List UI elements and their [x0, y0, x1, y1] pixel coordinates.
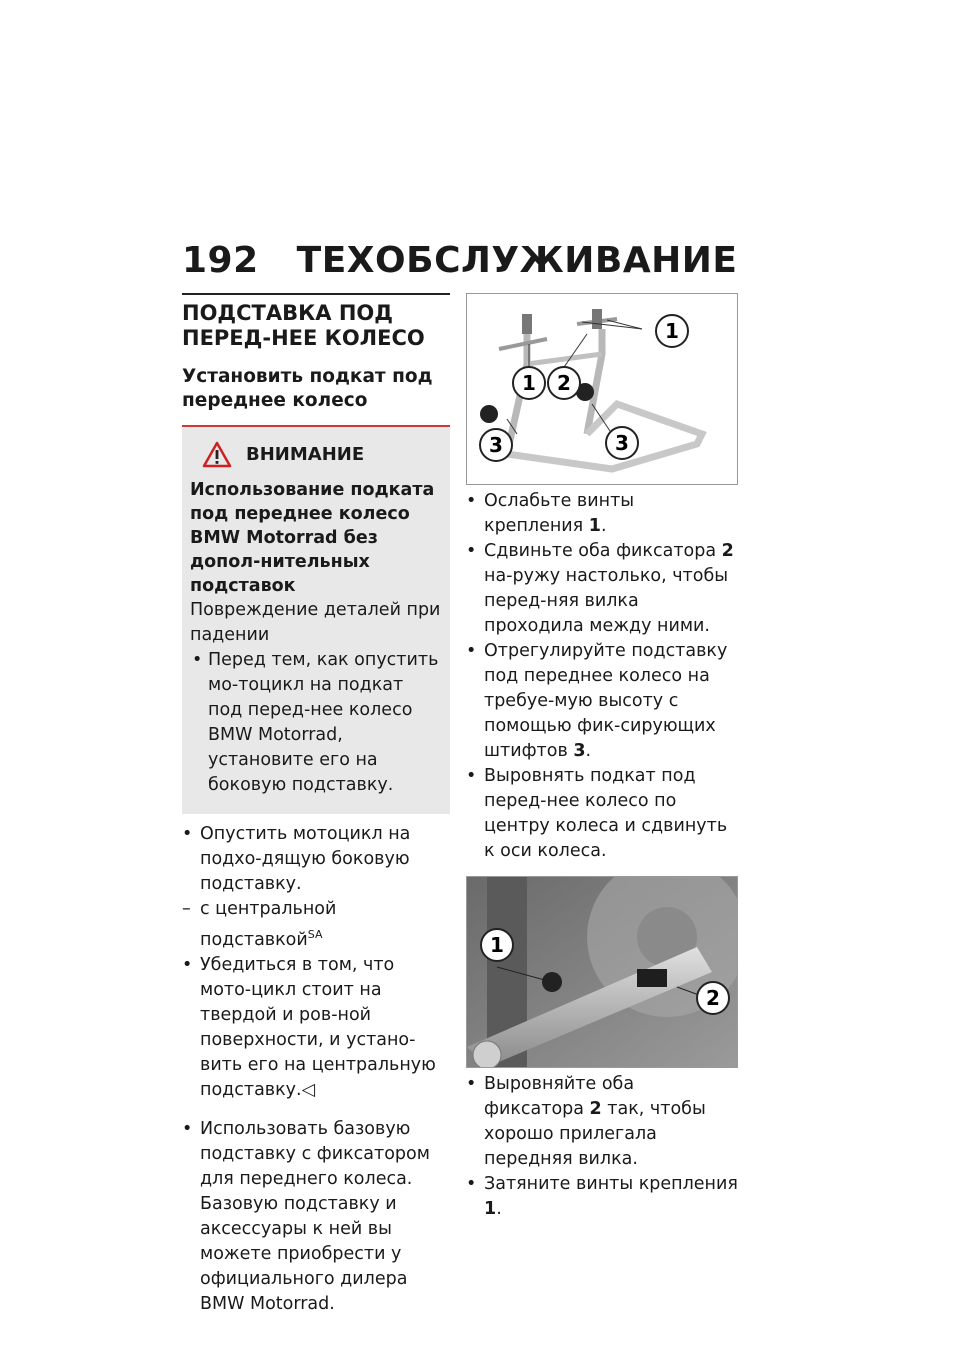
callout-3-left	[480, 429, 512, 461]
figure-front-stand	[466, 293, 738, 485]
warning-consequence: Повреждение деталей при падении	[190, 600, 441, 645]
svg-text:2: 2	[557, 371, 571, 395]
callout-1	[481, 929, 513, 961]
step-item: • Выровняйте оба фиксатора 2 так, чтобы хорошо прилегала передняя вилка.	[466, 1074, 706, 1169]
step-item: • Отрегулируйте подставку под переднее колесо на требуе-мую высоту с помощью фик-сирующих штифтов 3.	[466, 641, 728, 761]
step-item: • Убедиться в том, что мото-цикл стоит на твердой и ров-ной поверхности, и устано-вить его на центральную подставку.◁	[182, 954, 436, 1100]
callout-2	[548, 367, 580, 399]
warning-header	[202, 441, 442, 468]
step-item: • Ослабьте винты крепления 1.	[466, 491, 635, 536]
step-item: – с центральной подставкой$^{SA}$	[182, 899, 337, 950]
step-item: • Опустить мотоцикл на подхо-дящую боковую подставку.	[182, 824, 411, 894]
warning-label: ВНИМАНИЕ	[246, 444, 365, 465]
front-stand-illustration	[467, 294, 737, 484]
svg-text:1: 1	[490, 933, 504, 957]
left-column	[182, 293, 450, 1317]
page-number: 192	[182, 240, 259, 281]
svg-text:3: 3	[489, 433, 503, 457]
section-title: ПОДСТАВКА ПОД ПЕРЕД-НЕЕ КОЛЕСО	[182, 301, 425, 350]
svg-text:1: 1	[665, 319, 679, 343]
page-header	[182, 240, 738, 281]
svg-text:1: 1	[522, 371, 536, 395]
step-item: • Сдвиньте оба фиксатора 2 на-ружу настолько, чтобы перед-няя вилка проходила между ними.	[466, 541, 734, 636]
callout-2	[697, 982, 729, 1014]
figure-fork-fixture	[466, 876, 738, 1068]
warning-icon	[202, 441, 232, 468]
sa-superscript: SA	[307, 928, 323, 941]
step-item: • Затяните винты крепления 1.	[466, 1174, 738, 1219]
svg-text:2: 2	[706, 986, 720, 1010]
callout-1-left	[513, 367, 545, 399]
fork-fixture-photo	[467, 877, 737, 1067]
svg-text:3: 3	[615, 431, 629, 455]
step-item: • Использовать базовую подставку с фиксатором для переднего колеса. Базовую подставку и аксессуары к ней вы можете приобрести у официального дилера BMW Motorrad.	[182, 1118, 430, 1314]
chapter-title: ТЕХОБСЛУЖИВАНИЕ	[296, 240, 738, 281]
callout-1-top	[656, 315, 688, 347]
warning-title: Использование подката под переднее колесо BMW Motorrad без допол-нительных подставок	[190, 480, 435, 596]
callout-3-right	[606, 427, 638, 459]
section-rule	[182, 293, 450, 295]
subsection-title: Установить подкат под переднее колесо	[182, 365, 450, 427]
step-item: • Выровнять подкат под перед-нее колесо по центру колеса и сдвинуть к оси колеса.	[466, 766, 728, 861]
warning-box	[182, 427, 450, 814]
right-column	[466, 293, 738, 1222]
warning-bullet: • Перед тем, как опустить мо-тоцикл на подкат под перед-нее колесо BMW Motorrad, установите его на боковую подставку.	[190, 648, 442, 798]
